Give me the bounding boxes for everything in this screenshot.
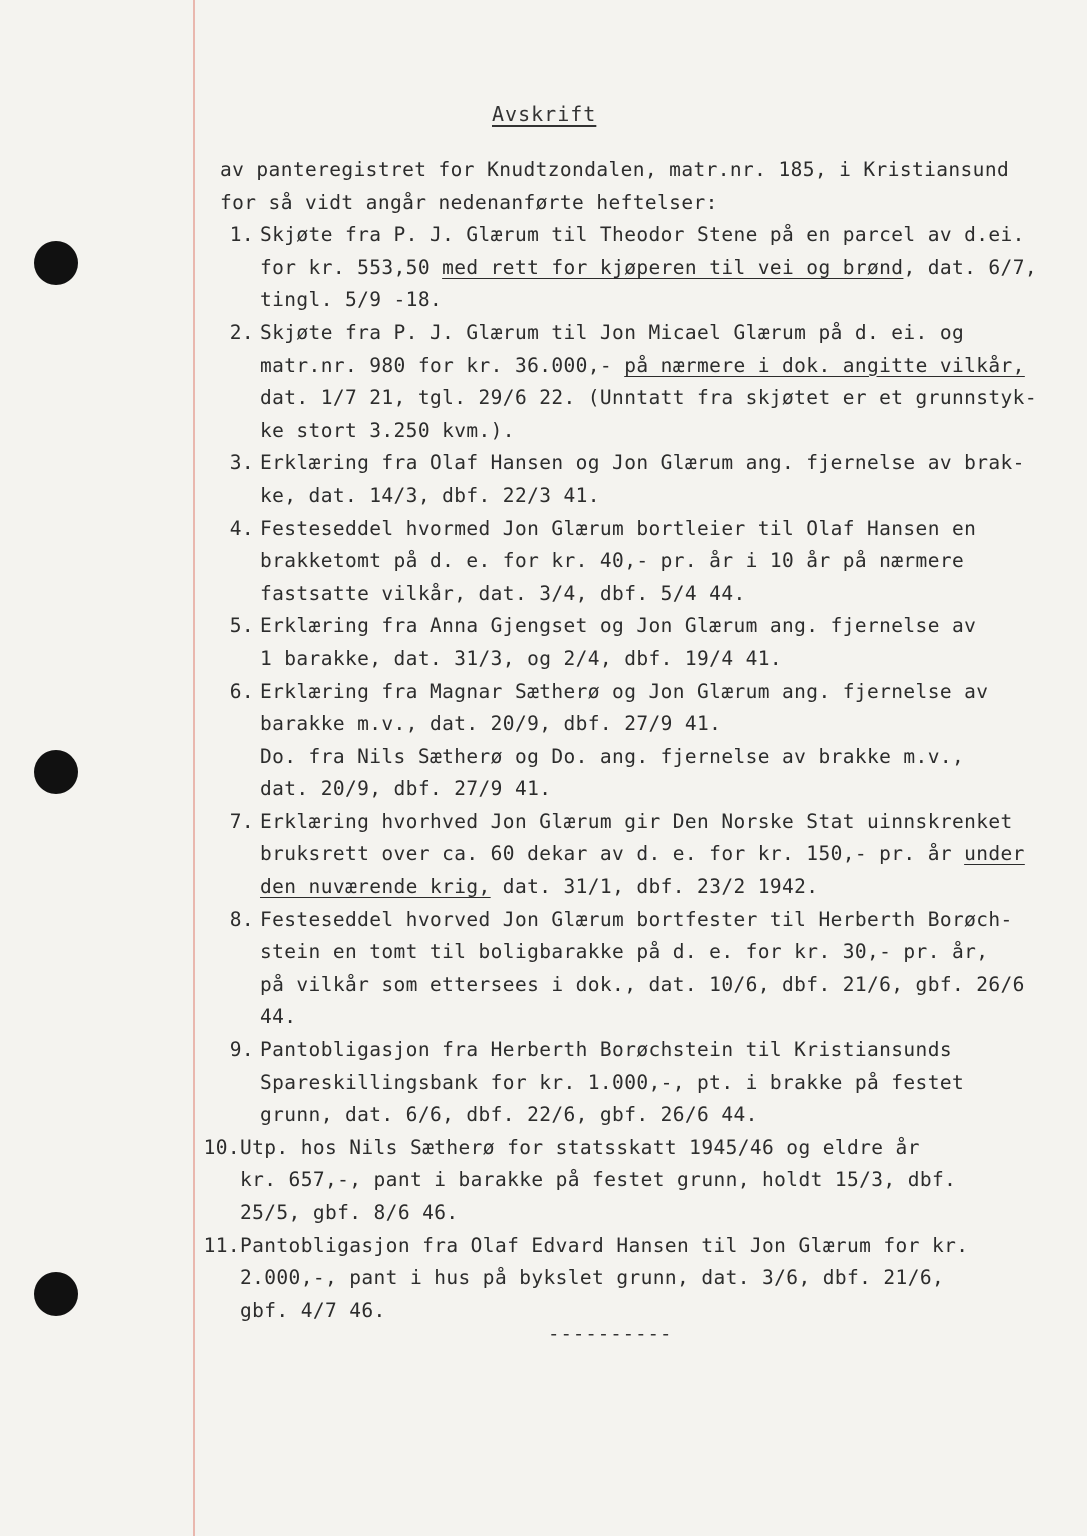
entry-text (260, 610, 1070, 675)
text-segment: kr. 657,-, pant i barakke på festet grunn, holdt 15/3, dbf. (240, 1168, 957, 1192)
text-segment: dat. 20/9, dbf. 27/9 41. (260, 777, 552, 801)
text-segment: Erklæring fra Olaf Hansen og Jon Glærum ang. fjernelse av brak- (260, 451, 1025, 475)
text-segment: Erklæring fra Magnar Sætherø og Jon Glærum ang. fjernelse av (260, 679, 989, 703)
text-segment: på vilkår som ettersees i dok., dat. 10/6, dbf. 21/6, gbf. 26/6 (260, 972, 1025, 996)
entry-text (260, 447, 1070, 512)
entry (220, 676, 1070, 806)
entry-line (260, 1099, 1070, 1132)
entry-text (240, 1132, 1070, 1230)
intro-line: for så vidt angår nedenanførte heftelser: (220, 190, 718, 214)
text-segment: dat. 1/7 21, tgl. 29/6 22. (Unntatt fra skjøtet er et grunnstyk- (260, 386, 1037, 410)
text-segment: 44. (260, 1005, 297, 1029)
text-segment: Festeseddel hvormed Jon Glærum bortleier til Olaf Hansen en (260, 516, 977, 540)
entry-line (240, 1164, 1070, 1197)
entry-number: 7. (229, 809, 254, 833)
entry-line (260, 904, 1070, 937)
text-segment: 2.000,-, pant i hus på bykslet grunn, dat. 3/6, dbf. 21/6, (240, 1266, 945, 1290)
entry-line (260, 1001, 1070, 1034)
entry (220, 904, 1070, 1034)
text-segment: , dat. 6/7, (903, 255, 1037, 279)
document-title: Avskrift (492, 102, 597, 126)
text-segment: Utp. hos Nils Sætherø for statsskatt 1945/46 og eldre år (240, 1135, 920, 1159)
entry-text (260, 1034, 1070, 1132)
text-segment: grunn, dat. 6/6, dbf. 22/6, gbf. 26/6 44. (260, 1103, 758, 1127)
text-segment: ke, dat. 14/3, dbf. 22/3 41. (260, 483, 600, 507)
entry-number: 6. (229, 679, 254, 703)
entry-line (260, 676, 1070, 709)
entry-line (260, 578, 1070, 611)
document-body (203, 154, 1070, 1327)
entry (220, 806, 1070, 904)
text-segment: tingl. 5/9 -18. (260, 288, 443, 312)
text-segment: matr.nr. 980 for kr. 36.000,- (260, 353, 625, 377)
text-segment: Erklæring fra Anna Gjengset og Jon Glærum ang. fjernelse av (260, 614, 977, 638)
text-segment: brakketomt på d. e. for kr. 40,- pr. år i 10 år på nærmere (260, 549, 965, 573)
entry-number: 9. (229, 1038, 254, 1062)
text-segment: gbf. 4/7 46. (240, 1298, 386, 1322)
entry-number: 5. (229, 614, 254, 638)
text-segment: Festeseddel hvorved Jon Glærum bortfester til Herberth Borøch- (260, 907, 1013, 931)
entry-line (260, 741, 1070, 774)
entry-line (260, 1067, 1070, 1100)
text-segment: fastsatte vilkår, dat. 3/4, dbf. 5/4 44. (260, 581, 746, 605)
entry-line (260, 219, 1070, 252)
entry-line (260, 936, 1070, 969)
entry-line (260, 708, 1070, 741)
entry-line (240, 1132, 1070, 1165)
entry-line (240, 1197, 1070, 1230)
margin-rule (193, 0, 195, 1536)
entry-line (260, 415, 1070, 448)
entry-line (260, 643, 1070, 676)
entry-text (260, 806, 1070, 904)
text-segment: ke stort 3.250 kvm.). (260, 418, 515, 442)
text-segment: Spareskillingsbank for kr. 1.000,-, pt. i brakke på festet (260, 1070, 965, 1094)
entry-line (260, 838, 1070, 871)
intro-line: av panteregistret for Knudtzondalen, matr.nr. 185, i Kristiansund (220, 158, 1010, 181)
entry (220, 513, 1070, 611)
entry-line (260, 284, 1070, 317)
underlined-text: med rett for kjøperen til vei og brønd (442, 255, 904, 279)
entry-line (260, 317, 1070, 350)
entry-line (260, 610, 1070, 643)
entry-line (260, 480, 1070, 513)
text-segment: dat. 31/1, dbf. 23/2 1942. (490, 875, 819, 899)
punch-hole (34, 241, 78, 285)
entry-list (203, 219, 1070, 1327)
punch-hole (34, 1272, 78, 1316)
entry (220, 447, 1070, 512)
entry-line (260, 773, 1070, 806)
entry-number: 8. (229, 907, 254, 931)
text-segment: bruksrett over ca. 60 dekar av d. e. for kr. 150,- pr. år (260, 842, 965, 866)
entry-line (260, 447, 1070, 480)
underlined-text: under (964, 842, 1025, 866)
punch-hole (34, 750, 78, 794)
entry-line (260, 513, 1070, 546)
text-segment: barakke m.v., dat. 20/9, dbf. 27/9 41. (260, 712, 722, 736)
entry-line (260, 1034, 1070, 1067)
entry (220, 610, 1070, 675)
entry-number: 3. (229, 451, 254, 475)
entry-text (260, 676, 1070, 806)
entry-number: 4. (229, 516, 254, 540)
entry (203, 1230, 1070, 1328)
entry-text (260, 317, 1070, 447)
entry-number: 11. (203, 1233, 240, 1257)
entry-line (240, 1230, 1070, 1263)
text-segment: Skjøte fra P. J. Glærum til Theodor Stene på en parcel av d.ei. (260, 223, 1025, 247)
entry-number: 1. (229, 223, 254, 247)
text-segment: Pantobligasjon fra Olaf Edvard Hansen til Jon Glærum for kr. (240, 1233, 969, 1257)
entry (220, 317, 1070, 447)
text-segment: Do. fra Nils Sætherø og Do. ang. fjernelse av brakke m.v., (260, 744, 965, 768)
entry-number: 10. (203, 1135, 240, 1159)
entry-line (260, 545, 1070, 578)
entry-line (260, 382, 1070, 415)
entry-text (260, 904, 1070, 1034)
entry-line (240, 1262, 1070, 1295)
text-segment: 25/5, gbf. 8/6 46. (240, 1201, 459, 1224)
entry-line (260, 252, 1070, 285)
entry-text (240, 1230, 1070, 1328)
entry-line (260, 350, 1070, 383)
entry-number: 2. (229, 320, 254, 344)
text-segment: 1 barakke, dat. 31/3, og 2/4, dbf. 19/4 41. (260, 646, 783, 670)
entry-text (260, 219, 1070, 317)
text-segment: Skjøte fra P. J. Glærum til Jon Micael Glærum på d. ei. og (260, 320, 965, 344)
entry-text (260, 513, 1070, 611)
entry (203, 1132, 1070, 1230)
text-segment: stein en tomt til boligbarakke på d. e. for kr. 30,- pr. år, (260, 940, 989, 964)
entry-line (260, 969, 1070, 1002)
entry-line (260, 806, 1070, 839)
underlined-text: på nærmere i dok. angitte vilkår, (624, 353, 1025, 377)
entry (220, 219, 1070, 317)
underlined-text: den nuværende krig, (260, 875, 491, 899)
text-segment: Pantobligasjon fra Herberth Borøchstein til Kristiansunds (260, 1038, 952, 1062)
closing-rule: ---------- (548, 1323, 673, 1345)
entry-line (260, 871, 1070, 904)
entry (220, 1034, 1070, 1132)
text-segment: for kr. 553,50 (260, 255, 443, 279)
text-segment: Erklæring hvorhved Jon Glærum gir Den Norske Stat uinnskrenket (260, 809, 1013, 833)
